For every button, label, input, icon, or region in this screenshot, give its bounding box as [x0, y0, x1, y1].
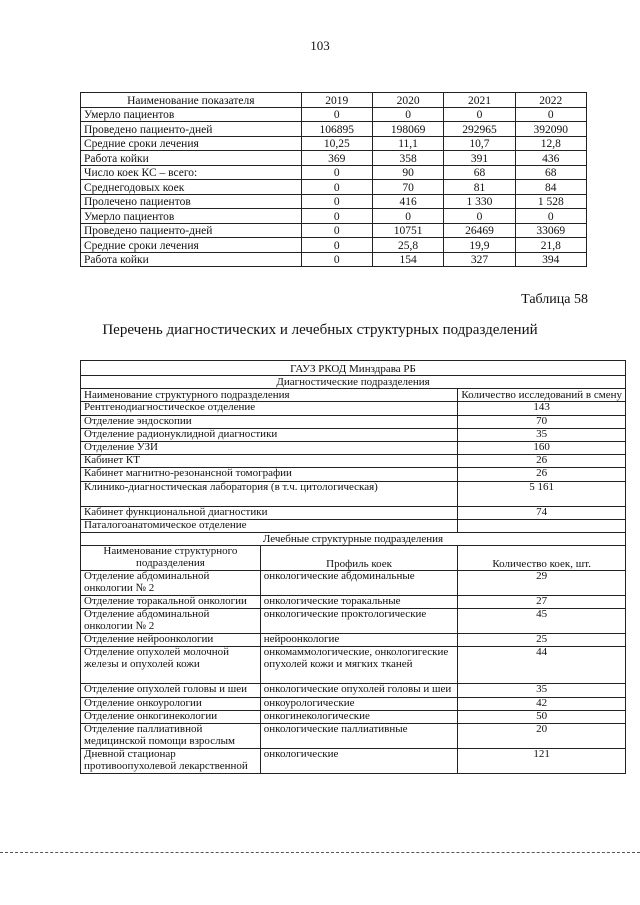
year-header: 2020 — [372, 93, 443, 108]
indicator-value: 198069 — [372, 122, 443, 137]
indicator-value: 0 — [515, 107, 586, 122]
indicator-value: 0 — [301, 238, 372, 253]
org-title: ГАУЗ РКОД Минздрава РБ — [81, 361, 626, 376]
table-caption: Таблица 58 — [521, 292, 588, 307]
indicator-value: 68 — [444, 165, 515, 180]
indicator-value: 0 — [301, 107, 372, 122]
unit-name: Дневной стационар противоопухолевой лекарственной — [81, 749, 261, 774]
indicator-value: 436 — [515, 151, 586, 166]
indicator-value: 391 — [444, 151, 515, 166]
bed-profile: онкологические абдоминальные — [260, 571, 458, 596]
indicator-label: Средние сроки лечения — [81, 136, 302, 151]
section-row — [81, 376, 626, 389]
indicator-value: 369 — [301, 151, 372, 166]
table-row — [81, 468, 626, 481]
indicator-value: 19,9 — [444, 238, 515, 253]
indicator-value: 0 — [301, 194, 372, 209]
indicator-value: 21,8 — [515, 238, 586, 253]
unit-name: Отделение торакальной онкологии — [81, 596, 261, 609]
list-title: Перечень диагностических и лечебных структурных подразделений — [102, 322, 538, 338]
indicator-value: 70 — [372, 180, 443, 195]
studies-count: 26 — [458, 468, 626, 481]
indicator-value: 90 — [372, 165, 443, 180]
indicator-value: 10,25 — [301, 136, 372, 151]
page-number: 103 — [310, 38, 330, 53]
indicator-value: 154 — [372, 252, 443, 267]
indicator-value: 33069 — [515, 223, 586, 238]
bed-profile: нейроонкологие — [260, 634, 458, 647]
bed-profile: онкогинекологические — [260, 710, 458, 723]
table-row — [81, 609, 626, 634]
unit-name: Отделение онкоурологии — [81, 697, 261, 710]
indicator-value: 0 — [372, 209, 443, 224]
indicator-value: 0 — [372, 107, 443, 122]
unit-name: Кабинет КТ — [81, 455, 458, 468]
indicator-value: 81 — [444, 180, 515, 195]
org-title-row — [81, 361, 626, 376]
studies-count — [458, 519, 626, 532]
section-row — [81, 532, 626, 545]
unit-name: Отделение УЗИ — [81, 441, 458, 454]
unit-name: Паталогоанатомическое отделение — [81, 519, 458, 532]
unit-name: Кабинет функциональной диагностики — [81, 506, 458, 519]
beds-count: 20 — [458, 724, 626, 749]
bed-profile: онкологические опухолей головы и шеи — [260, 684, 458, 697]
indicator-value: 0 — [515, 209, 586, 224]
unit-name: Отделение паллиативной медицинской помощи взрослым — [81, 724, 261, 749]
profile-header: Профиль коек — [260, 546, 458, 571]
studies-count: 35 — [458, 428, 626, 441]
indicator-value: 392090 — [515, 122, 586, 137]
table-row — [81, 749, 626, 774]
indicator-value: 0 — [444, 209, 515, 224]
bed-profile: онкологические — [260, 749, 458, 774]
unit-name: Рентгенодиагностическое отделение — [81, 402, 458, 415]
studies-count: 160 — [458, 441, 626, 454]
table-row — [81, 180, 587, 195]
indicator-value: 26469 — [444, 223, 515, 238]
indicator-value: 0 — [301, 223, 372, 238]
bed-profile: онкоурологические — [260, 697, 458, 710]
table-row — [81, 506, 626, 519]
indicator-value: 0 — [301, 209, 372, 224]
unit-name: Отделение радионуклидной диагностики — [81, 428, 458, 441]
treat-name-header: Наименование структурного подразделения — [81, 546, 261, 571]
table-row — [81, 634, 626, 647]
beds-count: 44 — [458, 647, 626, 684]
table-row — [81, 596, 626, 609]
table-row — [81, 684, 626, 697]
unit-name: Клинико-диагностическая лаборатория (в т.ч. цитологическая) — [81, 481, 458, 506]
indicator-value: 12,8 — [515, 136, 586, 151]
beds-count: 27 — [458, 596, 626, 609]
unit-name: Кабинет магнитно-резонансной томографии — [81, 468, 458, 481]
beds-count: 121 — [458, 749, 626, 774]
bed-profile: онкологические проктологические — [260, 609, 458, 634]
column-header: Наименование показателя — [81, 93, 302, 108]
indicators-table — [80, 92, 587, 267]
indicator-label: Среднегодовых коек — [81, 180, 302, 195]
table-row — [81, 238, 587, 253]
beds-count: 42 — [458, 697, 626, 710]
unit-name: Отделение нейроонкологии — [81, 634, 261, 647]
indicator-value: 10751 — [372, 223, 443, 238]
studies-count: 70 — [458, 415, 626, 428]
beds-count: 35 — [458, 684, 626, 697]
indicator-label: Пролечено пациентов — [81, 194, 302, 209]
table-row — [81, 481, 626, 506]
indicator-value: 0 — [444, 107, 515, 122]
beds-count: 29 — [458, 571, 626, 596]
table-row — [81, 724, 626, 749]
header-row — [81, 93, 587, 108]
indicator-value: 0 — [301, 165, 372, 180]
indicator-value: 327 — [444, 252, 515, 267]
table-row — [81, 697, 626, 710]
indicator-value: 68 — [515, 165, 586, 180]
table-row — [81, 455, 626, 468]
diagnostic-section-title: Диагностические подразделения — [81, 376, 626, 389]
table-row — [81, 209, 587, 224]
table-row — [81, 151, 587, 166]
table-row — [81, 647, 626, 684]
beds-count: 25 — [458, 634, 626, 647]
unit-name: Отделение эндоскопии — [81, 415, 458, 428]
indicator-value: 84 — [515, 180, 586, 195]
studies-count: 5 161 — [458, 481, 626, 506]
indicator-value: 25,8 — [372, 238, 443, 253]
indicator-value: 0 — [301, 252, 372, 267]
table-row — [81, 402, 626, 415]
studies-count: 143 — [458, 402, 626, 415]
indicator-label: Работа койки — [81, 151, 302, 166]
indicator-value: 10,7 — [444, 136, 515, 151]
structural-units-table — [80, 360, 626, 774]
table-row — [81, 122, 587, 137]
beds-count: 50 — [458, 710, 626, 723]
unit-name: Отделение абдоминальной онкологии № 2 — [81, 571, 261, 596]
indicator-value: 106895 — [301, 122, 372, 137]
diag-count-header: Количество исследований в смену — [458, 389, 626, 402]
indicator-label: Проведено пациенто-дней — [81, 122, 302, 137]
table-row — [81, 415, 626, 428]
table-row — [81, 428, 626, 441]
indicator-label: Средние сроки лечения — [81, 238, 302, 253]
table-row — [81, 223, 587, 238]
indicator-value: 292965 — [444, 122, 515, 137]
header-row — [81, 389, 626, 402]
table-row — [81, 107, 587, 122]
footer-divider — [0, 852, 640, 853]
indicator-label: Число коек КС – всего: — [81, 165, 302, 180]
studies-count: 26 — [458, 455, 626, 468]
indicator-label: Проведено пациенто-дней — [81, 223, 302, 238]
indicator-value: 1 528 — [515, 194, 586, 209]
indicator-label: Умерло пациентов — [81, 209, 302, 224]
diag-name-header: Наименование структурного подразделения — [81, 389, 458, 402]
unit-name: Отделение опухолей молочной железы и опухолей кожи — [81, 647, 261, 684]
indicator-label: Умерло пациентов — [81, 107, 302, 122]
indicator-value: 394 — [515, 252, 586, 267]
table-row — [81, 136, 587, 151]
indicator-value: 1 330 — [444, 194, 515, 209]
table-row — [81, 571, 626, 596]
table-row — [81, 519, 626, 532]
unit-name: Отделение абдоминальной онкологии № 2 — [81, 609, 261, 634]
treatment-section-title: Лечебные структурные подразделения — [81, 532, 626, 545]
bed-profile: онкологические торакальные — [260, 596, 458, 609]
table-row — [81, 252, 587, 267]
table-row — [81, 710, 626, 723]
indicator-value: 0 — [301, 180, 372, 195]
beds-count: 45 — [458, 609, 626, 634]
table-row — [81, 441, 626, 454]
bed-profile: онкологические паллиативные — [260, 724, 458, 749]
year-header: 2019 — [301, 93, 372, 108]
table-row — [81, 194, 587, 209]
indicator-value: 416 — [372, 194, 443, 209]
indicator-value: 11,1 — [372, 136, 443, 151]
unit-name: Отделение онкогинекологии — [81, 710, 261, 723]
table-row — [81, 165, 587, 180]
year-header: 2022 — [515, 93, 586, 108]
unit-name: Отделение опухолей головы и шеи — [81, 684, 261, 697]
bed-profile: онкомаммологические, онкологигеские опухолей кожи и мягких тканей — [260, 647, 458, 684]
beds-header: Количество коек, шт. — [458, 546, 626, 571]
header-row — [81, 546, 626, 571]
year-header: 2021 — [444, 93, 515, 108]
studies-count: 74 — [458, 506, 626, 519]
indicator-value: 358 — [372, 151, 443, 166]
indicator-label: Работа койки — [81, 252, 302, 267]
